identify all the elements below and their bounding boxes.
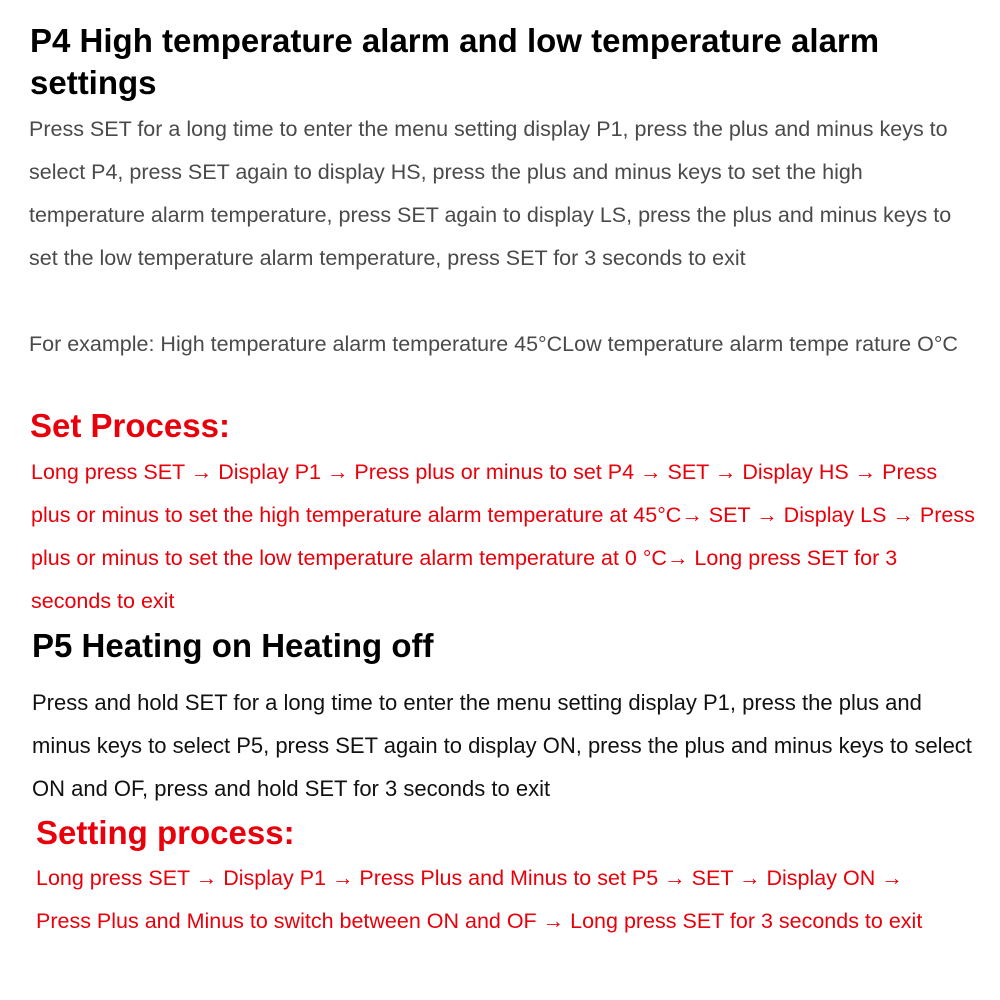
- p5-instructions: Press and hold SET for a long time to enter the menu setting display P1, press the plus and minus keys to select P5, press SET again to display ON, press the plus and minus keys to select ON and OF, press and hold SET for 3 seconds to exit: [32, 690, 972, 801]
- p4-instructions: Press SET for a long time to enter the menu setting display P1, press the plus and minus keys to select P4, press SET again to display HS, press the plus and minus keys to set the high temperature alarm temperature, press SET again to display LS, press the plus and minus keys to set the low temperature alarm temperature, press SET for 3 seconds to exit: [29, 117, 952, 270]
- p4-example: For example: High temperature alarm temperature 45°CLow temperature alarm tempe rature O°C: [29, 332, 958, 356]
- p5-title: P5 Heating on Heating off: [32, 627, 434, 664]
- p4-process-title: Set Process:: [30, 407, 230, 444]
- p5-process-title: Setting process:: [36, 814, 295, 851]
- p5-process-text: Long press SET → Display P1 → Press Plus and Minus to set P5 → SET → Display ON → Press Plus and Minus to switch between ON and OF → Long press SET for 3 seconds to exit: [36, 866, 923, 933]
- p4-process-text: Long press SET → Display P1 → Press plus or minus to set P4 → SET → Display HS → Press plus or minus to set the high temperature alarm temperature at 45°C→ SET → Display LS → Press plus or minus to set the low temperature alarm temperature at 0 °C→ Long press SET for 3 seconds to exit: [31, 460, 975, 613]
- p4-title: P4 High temperature alarm and low temperature alarm settings: [30, 22, 880, 101]
